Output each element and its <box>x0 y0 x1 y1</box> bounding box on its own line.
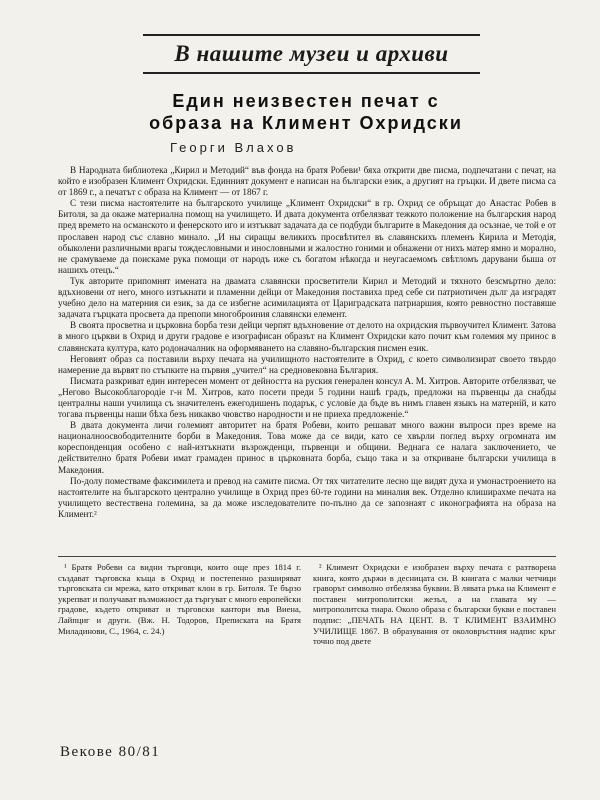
footnotes <box>58 562 556 647</box>
paragraph: В Народната библиотека „Кирил и Методий“ във фонда на братя Робеви¹ бяха открити две писма, подпечатани с печат, на който е изобразен Климент Охридски. Единният документ е написан на български език, а другият на гръцки. И двете писма са от 1869 г., а печатът с образа на Климент — от 1867 г. <box>58 165 556 198</box>
section-banner: В нашите музеи и архиви <box>143 34 480 74</box>
article-author: Георги Влахов <box>170 140 297 155</box>
paragraph: В двата документа личи големият авторитет на братя Робеви, които решават много важни въпроси през време на националноосвободителните борби в Македония. Това може да се види, като се хвърли поглед върху огромната им кореспонденция особено с най-изтъкнати възрожденци, първенци и общини. Веднага се налага заключението, че действително братя Робеви имат грамаден принос в църковната борба, също така и за откриване български училища в Македония. <box>58 420 556 475</box>
footnote-2: ² Климент Охридски е изобразен върху печата с разтворена книга, която държи в десницата си. В книгата с малки четчици граворът символно отбелязва буквии. В лявата ръка на Климент е поставен митрополитски жезъл, а на главата му — митрополитска тиара. Около образа с български букви е поставен подпис: „ПЕЧАТЬ НА ЦЕНТ. В. Т КЛИМЕНТ ВЗАИМНО УЧИЛИЩЕ 1867. В образувания от околовръстния надпис кръг точно под двете <box>313 562 556 647</box>
footnote-divider <box>58 556 556 557</box>
paragraph: С тези писма настоятелите на българското училище „Климент Охридски“ в гр. Охрид се обръщат до Анастас Робев в Битоля, за да окаже материална помощ на училището. И двата документа отбелязват тежкото положение на българския народ пред времето на османското и фенерското иго и изтъкват задачата да се подбуди българите в Македония да осъзнае, че той е от прославен народ със славно минало. „И ны сиращы великихъ просвѣтител въ славянскихъ племенъ Кирила и Методія, обыколени различными врагы тождесловными и инословными и жалостно гоними и обнажени от нихъ матер ямно и морално, не срамуваеме да поискаме рука помощи от народъ иже съ богатом нѣкогда и неугасаемомъ свѣтломъ дарувани быша от нашихъ отецъ.“ <box>58 198 556 275</box>
article-title: Един неизвестен печат с образа на Климент Охридски <box>149 91 463 133</box>
footnote-1: ¹ Братя Робеви са видни търговци, които още през 1814 г. създават търговска къща в Охрид и постепенно разширяват търговската си мрежа, като откриват клон в гр. Битоля. Те бързо укрепват и получават възможност да търгуват с много европейски градове, където откриват и търговски кантори във Виена, Лайпциг и други. (Вж. Н. Тодоров, Преписката на Братя Миладинови, С., 1964, с. 24.) <box>58 562 301 636</box>
paragraph: По-долу поместваме факсимилета и превод на самите писма. От тях читателите лесно ще видят духа и умонастроението на настоятелите на българското централно училище в Охрид през 60-те години на миналия век. Отделно клиширахме печата на училището вестествена големина, за да може изследователите по-пълно да се запознаят с иконографията на образа на Климент.² <box>58 475 556 519</box>
paragraph: Тук авторите припомнят имената на двамата славянски просветители Кирил и Методий и тяхното безсмъртно дело: вдъхновени от него, много изтъкнати и пламенни дейци от Македония поставиха пред себе си патриотичен дълг да изградят учебно дело на матерния си език, за да се избегне асимилацията от Цариградската патриаршия, която ревностно поставяше задачата гърцката просвета да препопи многоброиния славянски елемент. <box>58 275 556 320</box>
paragraph: Неговият образ са поставили върху печата на училищното настоятелите в Охрид, с което символизират своето твърдо намерение да вървят по стъпките на първия „учител“ на средновековна България. <box>58 353 556 375</box>
paragraph: В своята просветна и църковна борба тези дейци черпят вдъхновение от делото на охридския първоучител Климент. Затова в много църкви в Охрид и други градове е изографисан образът на Климент Охридски като почит към големия му принос в славянската култура, като родоначалник на оформяването на славяно-българския писмен език. <box>58 320 556 353</box>
footnote-column-right <box>313 562 556 647</box>
page-number: Векове 80/81 <box>60 744 161 760</box>
article-body <box>58 165 556 520</box>
footnote-column-left <box>58 562 301 647</box>
paragraph: Писмата разкриват един интересен момент от дейността на руския генерален консул А. М. Хитров. Авторите отбелязват, че „Негово Высокоблагородіе г-н М. Хитров, като посети преди 5 години нашѣ градъ, предложи на първенцы да снабды централны наши училища съ значителенъ ежегодишенъ подарък, с условіе да бъде въ нимъ главен языкъ на матернiй, и като тогава първенцы наши бѣха безъ никакво чювство народности и не приеха предложеніе.“ <box>58 375 556 420</box>
